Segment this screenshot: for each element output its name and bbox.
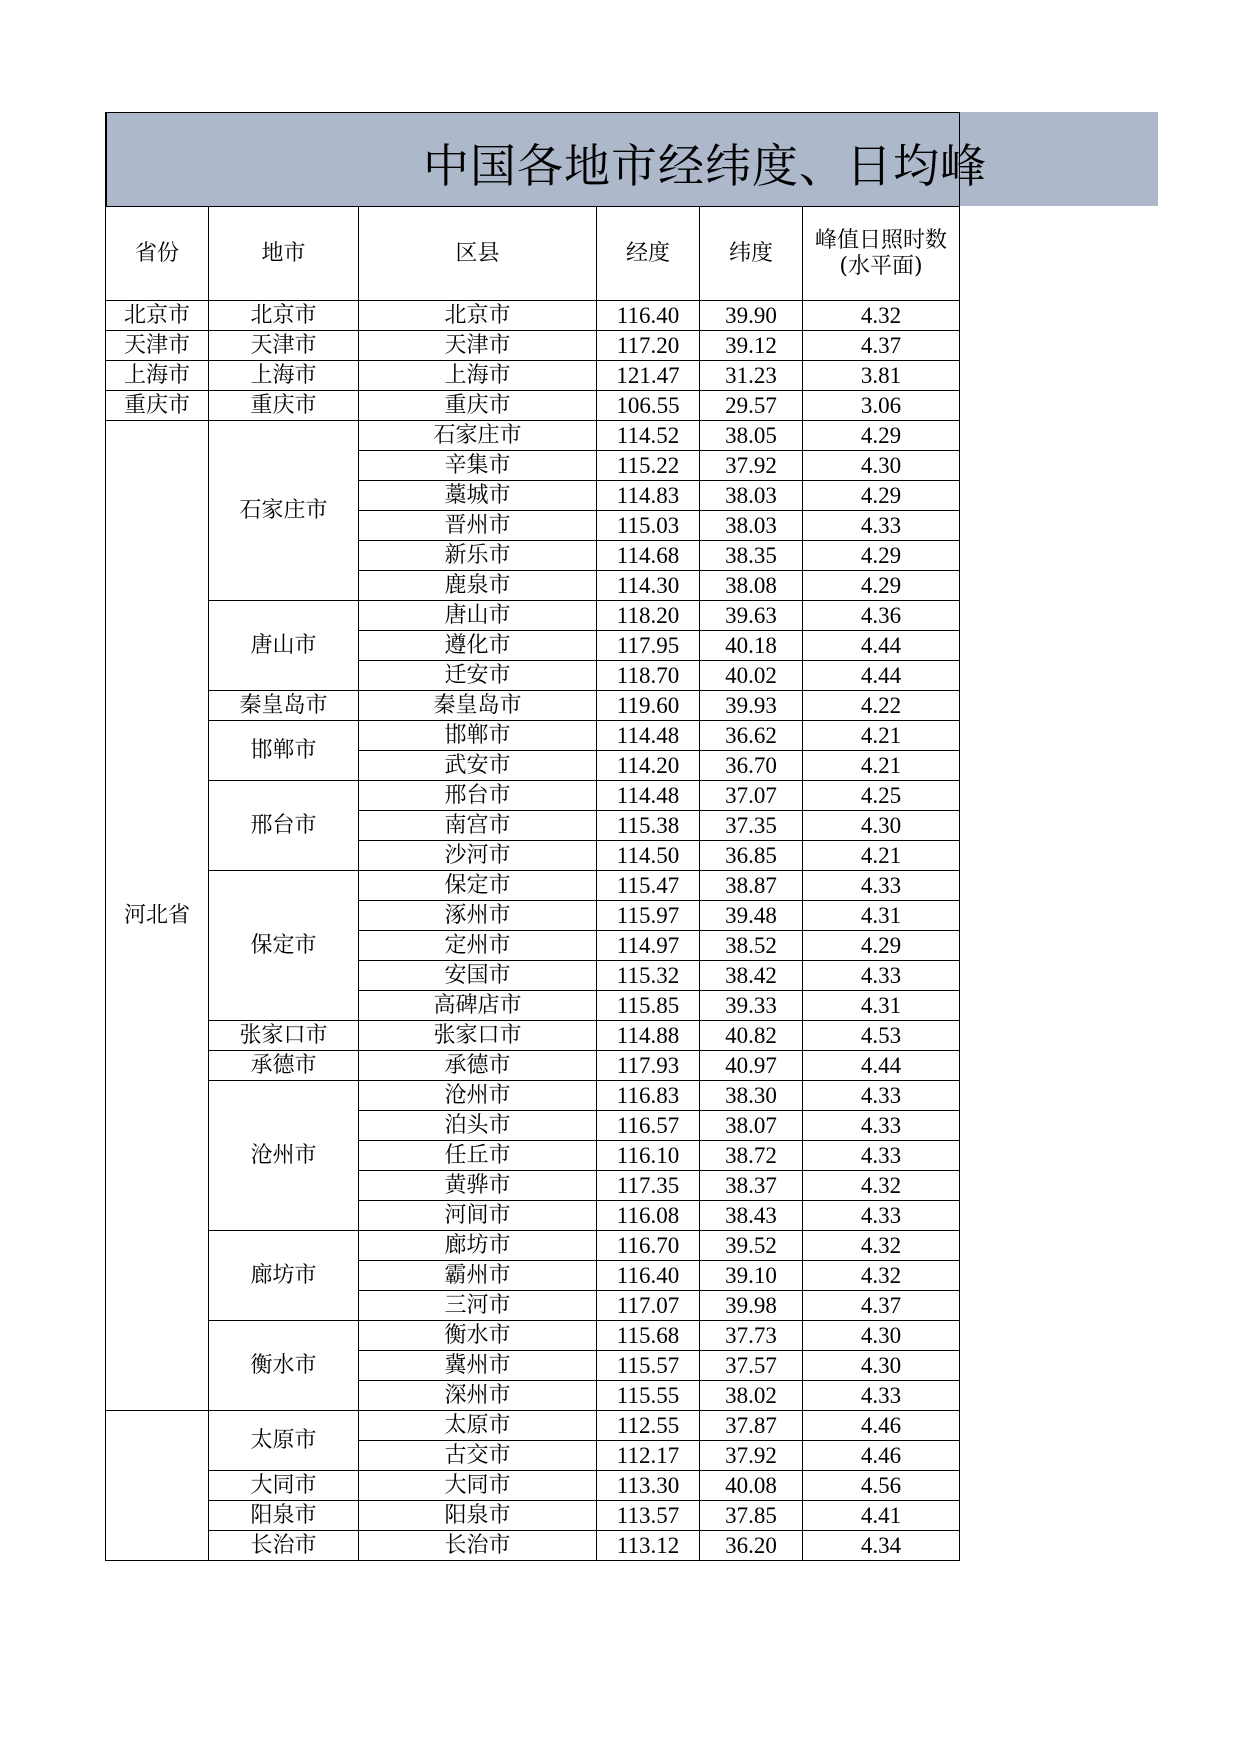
peak-sun-hours-cell: 4.21 [803,841,960,871]
table-row [106,1021,960,1051]
county-cell: 承德市 [359,1051,597,1081]
city-cell: 重庆市 [209,391,359,421]
county-cell: 邢台市 [359,781,597,811]
latitude-cell: 38.37 [700,1171,803,1201]
title-top-border [105,112,960,113]
latitude-cell: 36.20 [700,1531,803,1561]
city-cell: 石家庄市 [209,421,359,601]
table-row [106,1051,960,1081]
longitude-cell: 115.22 [597,451,700,481]
latitude-cell: 39.52 [700,1231,803,1261]
latitude-cell: 36.62 [700,721,803,751]
table-row [106,1531,960,1561]
city-cell: 长治市 [209,1531,359,1561]
longitude-cell: 117.07 [597,1291,700,1321]
county-cell: 保定市 [359,871,597,901]
table-row [106,1411,960,1441]
peak-sun-hours-cell: 4.33 [803,961,960,991]
city-cell: 大同市 [209,1471,359,1501]
table-row [106,391,960,421]
peak-sun-hours-cell: 4.25 [803,781,960,811]
latitude-cell: 37.57 [700,1351,803,1381]
table-row [106,1501,960,1531]
county-cell: 衡水市 [359,1321,597,1351]
longitude-cell: 115.03 [597,511,700,541]
county-cell: 泊头市 [359,1111,597,1141]
page-title: 中国各地市经纬度、日均峰 [423,139,987,193]
peak-sun-hours-cell: 4.29 [803,571,960,601]
longitude-cell: 114.48 [597,781,700,811]
county-cell: 南宫市 [359,811,597,841]
peak-sun-hours-cell: 4.22 [803,691,960,721]
longitude-cell: 114.20 [597,751,700,781]
latitude-cell: 39.48 [700,901,803,931]
table-row [106,301,960,331]
table-row [106,1321,960,1351]
longitude-cell: 115.47 [597,871,700,901]
longitude-cell: 114.50 [597,841,700,871]
county-cell: 安国市 [359,961,597,991]
latitude-cell: 40.18 [700,631,803,661]
peak-sun-hours-cell: 4.37 [803,1291,960,1321]
county-cell: 上海市 [359,361,597,391]
header-longitude: 经度 [597,207,700,301]
longitude-cell: 121.47 [597,361,700,391]
longitude-cell: 114.48 [597,721,700,751]
city-cell: 太原市 [209,1411,359,1471]
latitude-cell: 38.35 [700,541,803,571]
county-cell: 藁城市 [359,481,597,511]
peak-sun-hours-cell: 4.32 [803,1261,960,1291]
county-cell: 重庆市 [359,391,597,421]
peak-sun-hours-cell: 4.29 [803,541,960,571]
city-cell: 承德市 [209,1051,359,1081]
latitude-cell: 37.35 [700,811,803,841]
peak-sun-hours-cell: 4.37 [803,331,960,361]
header-peak-sun-hours: 峰值日照时数 (水平面) [803,207,960,301]
latitude-cell: 40.97 [700,1051,803,1081]
peak-sun-hours-cell: 4.32 [803,1231,960,1261]
latitude-cell: 38.43 [700,1201,803,1231]
longitude-cell: 117.93 [597,1051,700,1081]
county-cell: 迁安市 [359,661,597,691]
peak-sun-hours-cell: 4.46 [803,1441,960,1471]
county-cell: 深州市 [359,1381,597,1411]
longitude-cell: 114.68 [597,541,700,571]
province-cell: 北京市 [106,301,209,331]
latitude-cell: 37.87 [700,1411,803,1441]
latitude-cell: 31.23 [700,361,803,391]
longitude-cell: 115.68 [597,1321,700,1351]
peak-sun-hours-cell: 4.44 [803,1051,960,1081]
county-cell: 古交市 [359,1441,597,1471]
county-cell: 大同市 [359,1471,597,1501]
header-latitude: 纬度 [700,207,803,301]
peak-sun-hours-cell: 4.33 [803,1381,960,1411]
peak-sun-hours-cell: 3.81 [803,361,960,391]
peak-sun-hours-cell: 4.21 [803,751,960,781]
header-row [106,207,960,301]
peak-sun-hours-cell: 4.33 [803,1201,960,1231]
city-cell: 保定市 [209,871,359,1021]
latitude-cell: 39.63 [700,601,803,631]
latitude-cell: 36.70 [700,751,803,781]
county-cell: 沧州市 [359,1081,597,1111]
peak-sun-hours-cell: 4.33 [803,1081,960,1111]
county-cell: 秦皇岛市 [359,691,597,721]
table-row [106,1081,960,1111]
table-row [106,1231,960,1261]
latitude-cell: 37.07 [700,781,803,811]
county-cell: 张家口市 [359,1021,597,1051]
peak-sun-hours-cell: 4.29 [803,481,960,511]
peak-sun-hours-cell: 4.33 [803,1111,960,1141]
county-cell: 涿州市 [359,901,597,931]
longitude-cell: 115.55 [597,1381,700,1411]
county-cell: 新乐市 [359,541,597,571]
header-county: 区县 [359,207,597,301]
peak-sun-hours-cell: 4.31 [803,901,960,931]
latitude-cell: 38.42 [700,961,803,991]
county-cell: 武安市 [359,751,597,781]
county-cell: 阳泉市 [359,1501,597,1531]
province-cell: 上海市 [106,361,209,391]
county-cell: 廊坊市 [359,1231,597,1261]
longitude-cell: 115.32 [597,961,700,991]
latitude-cell: 37.92 [700,1441,803,1471]
page-bottom-margin [0,1611,1240,1754]
longitude-cell: 115.38 [597,811,700,841]
table-row [106,1471,960,1501]
county-cell: 河间市 [359,1201,597,1231]
latitude-cell: 39.98 [700,1291,803,1321]
province-cell [106,1411,209,1561]
latitude-cell: 37.92 [700,451,803,481]
county-cell: 定州市 [359,931,597,961]
latitude-cell: 39.93 [700,691,803,721]
longitude-cell: 112.55 [597,1411,700,1441]
table-row [106,721,960,751]
longitude-cell: 116.40 [597,301,700,331]
peak-sun-hours-cell: 4.56 [803,1471,960,1501]
longitude-cell: 115.57 [597,1351,700,1381]
peak-sun-hours-cell: 4.44 [803,661,960,691]
county-cell: 晋州市 [359,511,597,541]
county-cell: 冀州市 [359,1351,597,1381]
county-cell: 高碑店市 [359,991,597,1021]
longitude-cell: 119.60 [597,691,700,721]
peak-sun-hours-cell: 4.34 [803,1531,960,1561]
longitude-cell: 113.12 [597,1531,700,1561]
table-row [106,361,960,391]
peak-sun-hours-cell: 4.53 [803,1021,960,1051]
peak-sun-hours-cell: 4.21 [803,721,960,751]
header-province: 省份 [106,207,209,301]
longitude-cell: 118.70 [597,661,700,691]
peak-sun-hours-cell: 4.46 [803,1411,960,1441]
latitude-cell: 39.12 [700,331,803,361]
peak-sun-hours-cell: 4.32 [803,301,960,331]
city-cell: 沧州市 [209,1081,359,1231]
city-cell: 廊坊市 [209,1231,359,1321]
county-cell: 石家庄市 [359,421,597,451]
longitude-cell: 116.40 [597,1261,700,1291]
county-cell: 鹿泉市 [359,571,597,601]
peak-sun-hours-cell: 4.30 [803,451,960,481]
latitude-cell: 40.02 [700,661,803,691]
longitude-cell: 113.30 [597,1471,700,1501]
province-cell: 天津市 [106,331,209,361]
longitude-cell: 116.08 [597,1201,700,1231]
latitude-cell: 37.73 [700,1321,803,1351]
county-cell: 太原市 [359,1411,597,1441]
peak-sun-hours-cell: 4.33 [803,511,960,541]
longitude-cell: 116.10 [597,1141,700,1171]
peak-sun-hours-cell: 4.33 [803,1141,960,1171]
longitude-cell: 117.20 [597,331,700,361]
longitude-cell: 114.52 [597,421,700,451]
latitude-cell: 29.57 [700,391,803,421]
peak-sun-hours-cell: 4.31 [803,991,960,1021]
longitude-cell: 114.97 [597,931,700,961]
latitude-cell: 36.85 [700,841,803,871]
peak-sun-hours-cell: 4.44 [803,631,960,661]
longitude-cell: 117.95 [597,631,700,661]
peak-sun-hours-cell: 4.29 [803,931,960,961]
title-left-border [105,112,107,206]
county-cell: 唐山市 [359,601,597,631]
latitude-cell: 39.90 [700,301,803,331]
province-cell: 重庆市 [106,391,209,421]
longitude-cell: 106.55 [597,391,700,421]
longitude-cell: 116.70 [597,1231,700,1261]
longitude-cell: 112.17 [597,1441,700,1471]
latitude-cell: 38.08 [700,571,803,601]
latitude-cell: 40.82 [700,1021,803,1051]
longitude-cell: 114.30 [597,571,700,601]
county-cell: 沙河市 [359,841,597,871]
city-cell: 天津市 [209,331,359,361]
longitude-cell: 115.97 [597,901,700,931]
county-cell: 任丘市 [359,1141,597,1171]
latitude-cell: 38.30 [700,1081,803,1111]
title-right-border [959,112,960,206]
peak-sun-hours-cell: 4.30 [803,811,960,841]
county-cell: 天津市 [359,331,597,361]
county-cell: 三河市 [359,1291,597,1321]
peak-sun-hours-cell: 4.29 [803,421,960,451]
latitude-cell: 38.05 [700,421,803,451]
peak-sun-hours-cell: 4.41 [803,1501,960,1531]
longitude-cell: 116.57 [597,1111,700,1141]
peak-sun-hours-cell: 4.36 [803,601,960,631]
city-cell: 张家口市 [209,1021,359,1051]
longitude-cell: 118.20 [597,601,700,631]
latitude-cell: 38.03 [700,481,803,511]
peak-sun-hours-cell: 4.30 [803,1321,960,1351]
county-cell: 黄骅市 [359,1171,597,1201]
latitude-cell: 38.87 [700,871,803,901]
latitude-cell: 38.07 [700,1111,803,1141]
province-cell: 河北省 [106,421,209,1411]
table-row [106,331,960,361]
latitude-cell: 38.02 [700,1381,803,1411]
longitude-cell: 113.57 [597,1501,700,1531]
latitude-cell: 37.85 [700,1501,803,1531]
latitude-cell: 39.33 [700,991,803,1021]
longitude-cell: 114.83 [597,481,700,511]
county-cell: 长治市 [359,1531,597,1561]
latitude-cell: 39.10 [700,1261,803,1291]
city-cell: 阳泉市 [209,1501,359,1531]
city-cell: 北京市 [209,301,359,331]
table-body [106,207,960,1561]
table-row [106,871,960,901]
county-cell: 辛集市 [359,451,597,481]
latitude-cell: 38.72 [700,1141,803,1171]
peak-sun-hours-cell: 4.33 [803,871,960,901]
latitude-cell: 38.03 [700,511,803,541]
city-cell: 邢台市 [209,781,359,871]
peak-sun-hours-cell: 4.32 [803,1171,960,1201]
peak-sun-hours-cell: 3.06 [803,391,960,421]
title-band [105,112,1158,206]
table-row [106,421,960,451]
county-cell: 北京市 [359,301,597,331]
city-cell: 秦皇岛市 [209,691,359,721]
county-cell: 邯郸市 [359,721,597,751]
longitude-cell: 117.35 [597,1171,700,1201]
longitude-cell: 116.83 [597,1081,700,1111]
peak-sun-hours-cell: 4.30 [803,1351,960,1381]
table-row [106,781,960,811]
longitude-cell: 114.88 [597,1021,700,1051]
header-city: 地市 [209,207,359,301]
latitude-cell: 38.52 [700,931,803,961]
table-row [106,691,960,721]
city-cell: 邯郸市 [209,721,359,781]
city-cell: 衡水市 [209,1321,359,1411]
county-cell: 霸州市 [359,1261,597,1291]
county-cell: 遵化市 [359,631,597,661]
city-cell: 唐山市 [209,601,359,691]
longitude-cell: 115.85 [597,991,700,1021]
data-table [105,206,960,1561]
latitude-cell: 40.08 [700,1471,803,1501]
city-cell: 上海市 [209,361,359,391]
table-row [106,601,960,631]
